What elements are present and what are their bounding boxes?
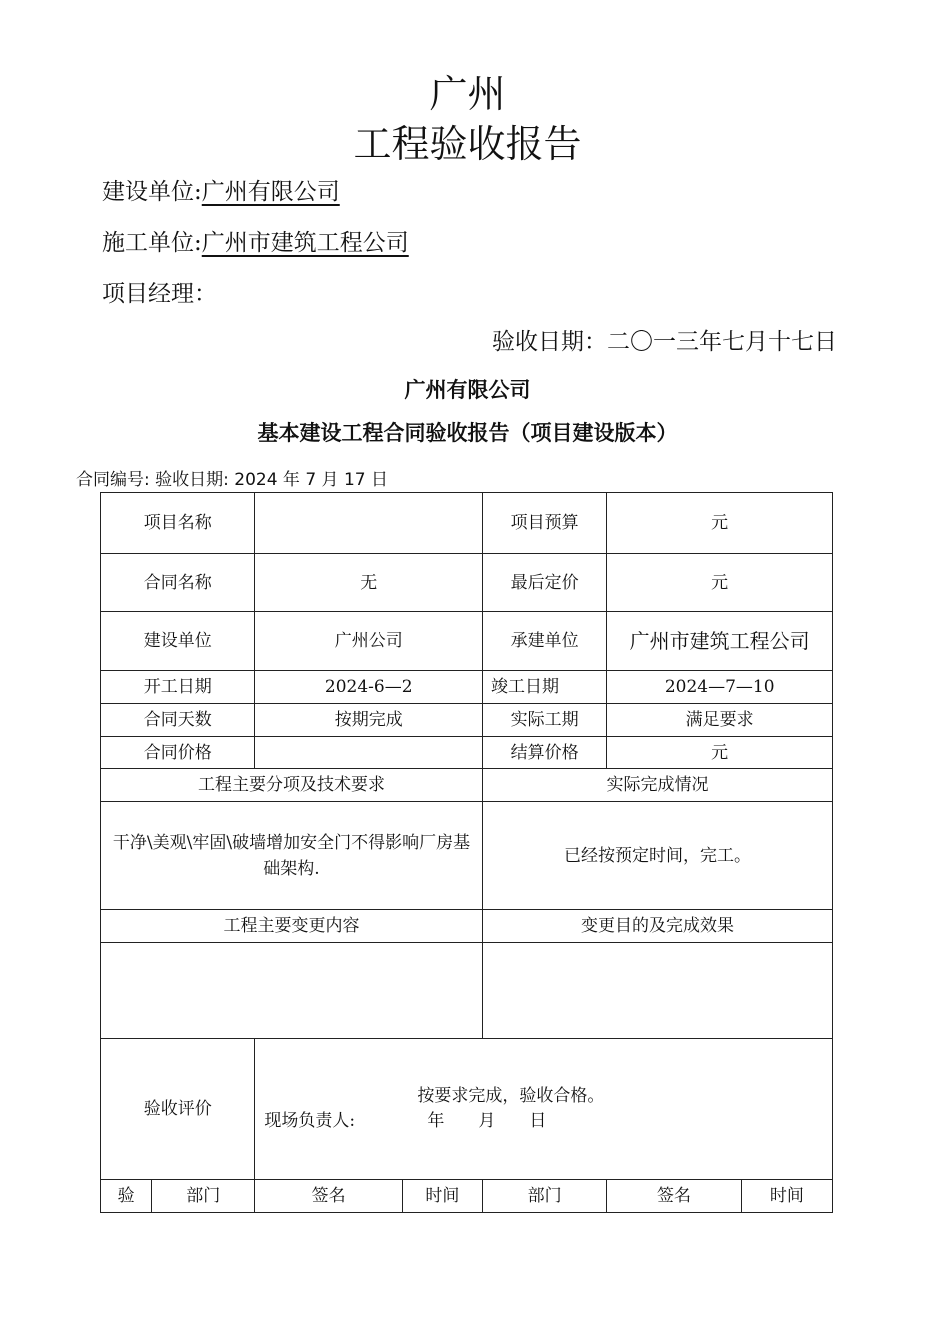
cover-title-report: 工程验收报告 xyxy=(353,122,582,166)
sign-name-1: 签名 xyxy=(255,1180,402,1213)
sign-time-1: 时间 xyxy=(402,1180,482,1213)
contract-number-line: 合同编号: 验收日期: 2024 年 7 月 17 日 xyxy=(76,470,388,490)
report-company: 广州有限公司 xyxy=(404,378,531,402)
builder-value: 广州有限公司 xyxy=(201,179,340,205)
contractor-unit-value: 广州市建筑工程公司 xyxy=(607,612,833,671)
evaluation-label: 验收评价 xyxy=(101,1039,255,1180)
actual-status-value: 已经按预定时间，完工。 xyxy=(483,802,833,910)
builder-label: 建设单位: xyxy=(102,179,202,205)
contractor-label: 施工单位: xyxy=(102,230,202,256)
final-price-label: 最后定价 xyxy=(483,554,607,612)
project-name-label: 项目名称 xyxy=(101,493,255,554)
builder-field xyxy=(102,177,340,207)
builder-unit-value: 广州公司 xyxy=(255,612,483,671)
table-row xyxy=(101,943,833,1039)
manager-label: 项目经理： xyxy=(102,281,217,307)
cover-title-city: 广州 xyxy=(429,72,506,116)
sign-time-2: 时间 xyxy=(741,1180,832,1213)
table-row xyxy=(101,671,833,704)
table-row xyxy=(101,737,833,769)
manager-field xyxy=(102,279,217,309)
project-name-value xyxy=(255,493,483,554)
evaluation-content xyxy=(255,1039,833,1180)
contract-name-label: 合同名称 xyxy=(101,554,255,612)
table-row xyxy=(101,802,833,910)
change-purpose-header: 变更目的及完成效果 xyxy=(483,910,833,943)
contract-price-value xyxy=(255,737,483,769)
table-row xyxy=(101,554,833,612)
change-purpose-value xyxy=(483,943,833,1039)
actual-period-label: 实际工期 xyxy=(483,704,607,737)
evaluation-text: 按要求完成，验收合格。 xyxy=(417,1085,605,1106)
contractor-field xyxy=(102,228,409,258)
contract-name-value: 无 xyxy=(255,554,483,612)
finish-date-value: 2024—7—10 xyxy=(607,671,833,704)
final-price-value: 元 xyxy=(607,554,833,612)
contractor-value: 广州市建筑工程公司 xyxy=(201,230,409,256)
report-subtitle: 基本建设工程合同验收报告（项目建设版本） xyxy=(257,421,678,445)
cover-acceptance-date: 验收日期：二〇一三年七月十七日 xyxy=(492,329,837,355)
evaluation-date: 年 月 日 xyxy=(427,1110,547,1131)
actual-status-header: 实际完成情况 xyxy=(483,769,833,802)
table-row xyxy=(101,1039,833,1180)
project-budget-label: 项目预算 xyxy=(483,493,607,554)
sign-dept-1: 部门 xyxy=(152,1180,255,1213)
contract-days-label: 合同天数 xyxy=(101,704,255,737)
main-items-header: 工程主要分项及技术要求 xyxy=(101,769,483,802)
site-person-label: 现场负责人: xyxy=(264,1110,356,1131)
changes-value xyxy=(101,943,483,1039)
sign-name-2: 签名 xyxy=(607,1180,741,1213)
sign-dept-2: 部门 xyxy=(483,1180,607,1213)
contract-days-value: 按期完成 xyxy=(255,704,483,737)
finish-date-label: 竣工日期 xyxy=(483,671,607,704)
table-row xyxy=(101,910,833,943)
start-date-label: 开工日期 xyxy=(101,671,255,704)
contractor-unit-label: 承建单位 xyxy=(483,612,607,671)
main-items-value: 干净\美观\牢固\破墙增加安全门不得影响厂房基础架构. xyxy=(101,802,483,910)
changes-header: 工程主要变更内容 xyxy=(101,910,483,943)
start-date-value: 2024-6—2 xyxy=(255,671,483,704)
builder-unit-label: 建设单位 xyxy=(101,612,255,671)
table-row xyxy=(101,612,833,671)
acceptance-table xyxy=(100,492,833,1213)
table-row xyxy=(101,1180,833,1213)
project-budget-value: 元 xyxy=(607,493,833,554)
table-row xyxy=(101,493,833,554)
sign-col-acceptance: 验 xyxy=(101,1180,152,1213)
table-row xyxy=(101,769,833,802)
actual-period-value: 满足要求 xyxy=(607,704,833,737)
contract-price-label: 合同价格 xyxy=(101,737,255,769)
settlement-price-value: 元 xyxy=(607,737,833,769)
settlement-price-label: 结算价格 xyxy=(483,737,607,769)
table-row xyxy=(101,704,833,737)
